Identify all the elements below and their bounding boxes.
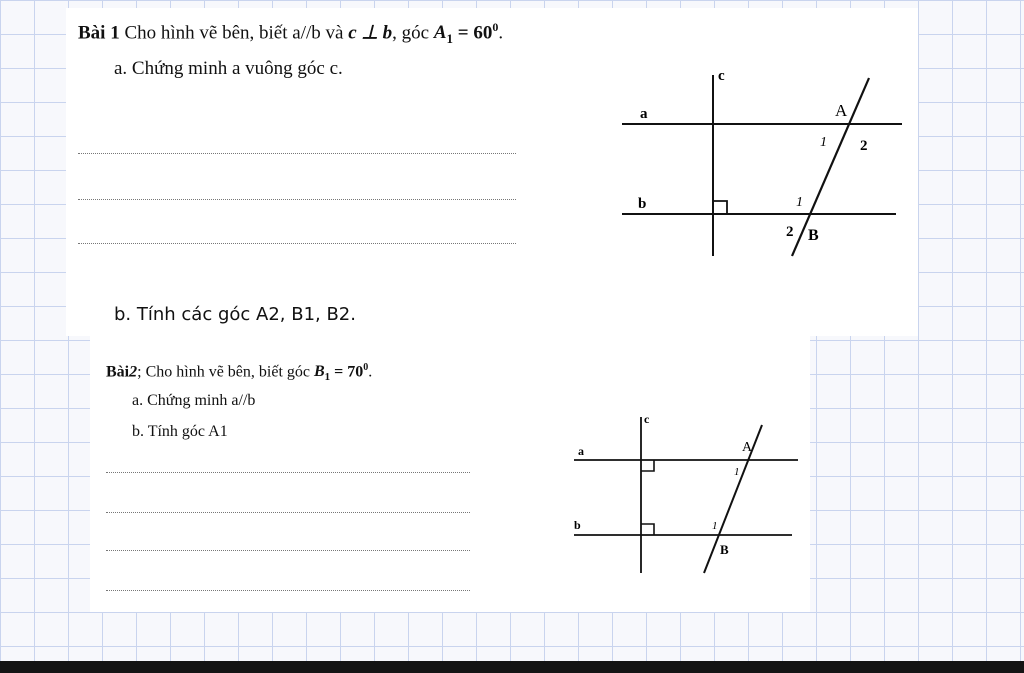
label-a: a bbox=[578, 444, 584, 458]
bottom-bar bbox=[0, 661, 1024, 673]
exercise-2-word: Bài bbox=[106, 363, 130, 381]
label-point-B: B bbox=[720, 542, 729, 557]
label-point-A: A bbox=[742, 440, 753, 455]
right-angle-mark-b bbox=[641, 524, 654, 535]
transversal-line bbox=[792, 78, 869, 256]
exercise-2-title bbox=[106, 358, 372, 384]
exercise-1-degree: 0 bbox=[492, 20, 499, 34]
exercise-2-part-a: a. Chứng minh a//b bbox=[132, 392, 256, 409]
label-b: b bbox=[574, 518, 581, 532]
exercise-2-angle: B bbox=[313, 363, 325, 381]
answer-line-7 bbox=[106, 590, 470, 591]
exercise-1-title bbox=[78, 18, 503, 47]
exercise-1-end: . bbox=[498, 22, 504, 44]
right-angle-mark-a bbox=[641, 460, 654, 471]
exercise-1-equals: = 60 bbox=[457, 22, 493, 44]
exercise-2-number: 2 bbox=[129, 363, 138, 381]
exercise-2-degree: 0 bbox=[363, 362, 369, 373]
label-point-A: A bbox=[835, 101, 848, 120]
label-angle-A1: 1 bbox=[820, 135, 827, 150]
exercise-1-angle-sub: 1 bbox=[446, 31, 454, 47]
answer-line-4 bbox=[106, 472, 470, 473]
right-angle-mark bbox=[713, 201, 727, 214]
exercise-1-number: Bài 1 bbox=[78, 22, 120, 44]
figure-1-diagram bbox=[620, 60, 920, 260]
exercise-1-angle: A bbox=[433, 22, 447, 44]
exercise-2-statement: ; Cho hình vẽ bên, biết góc bbox=[137, 363, 310, 381]
label-angle-B1: 1 bbox=[796, 195, 803, 210]
label-angle-B1: 1 bbox=[712, 520, 718, 532]
label-b: b bbox=[638, 196, 647, 212]
exercise-1-perpendicular: c ⊥ b bbox=[348, 22, 393, 44]
exercise-1-mid: , góc bbox=[392, 22, 430, 44]
exercise-1-part-a: a. Chứng minh a vuông góc c. bbox=[114, 58, 343, 79]
label-point-B: B bbox=[808, 227, 819, 244]
transversal-line bbox=[704, 425, 762, 573]
exercise-2-equals: = 70 bbox=[334, 363, 364, 381]
label-angle-B2: 2 bbox=[786, 224, 794, 240]
exercise-2-part-b: b. Tính góc A1 bbox=[132, 423, 228, 440]
exercise-2-angle-sub: 1 bbox=[324, 371, 331, 384]
answer-line-3 bbox=[78, 243, 516, 244]
label-angle-A2: 2 bbox=[860, 138, 868, 154]
label-angle-A1: 1 bbox=[734, 466, 740, 478]
answer-line-2 bbox=[78, 199, 516, 200]
figure-2-diagram bbox=[560, 405, 810, 585]
exercise-2-end: . bbox=[368, 363, 373, 381]
label-c: c bbox=[644, 412, 650, 426]
answer-line-6 bbox=[106, 550, 470, 551]
exercise-1-statement: Cho hình vẽ bên, biết a//b và bbox=[124, 22, 344, 44]
exercise-1-part-b: b. Tính các góc A2, B1, B2. bbox=[114, 304, 356, 325]
answer-line-5 bbox=[106, 512, 470, 513]
label-a: a bbox=[640, 106, 648, 122]
answer-line-1 bbox=[78, 153, 516, 154]
label-c: c bbox=[718, 68, 725, 84]
